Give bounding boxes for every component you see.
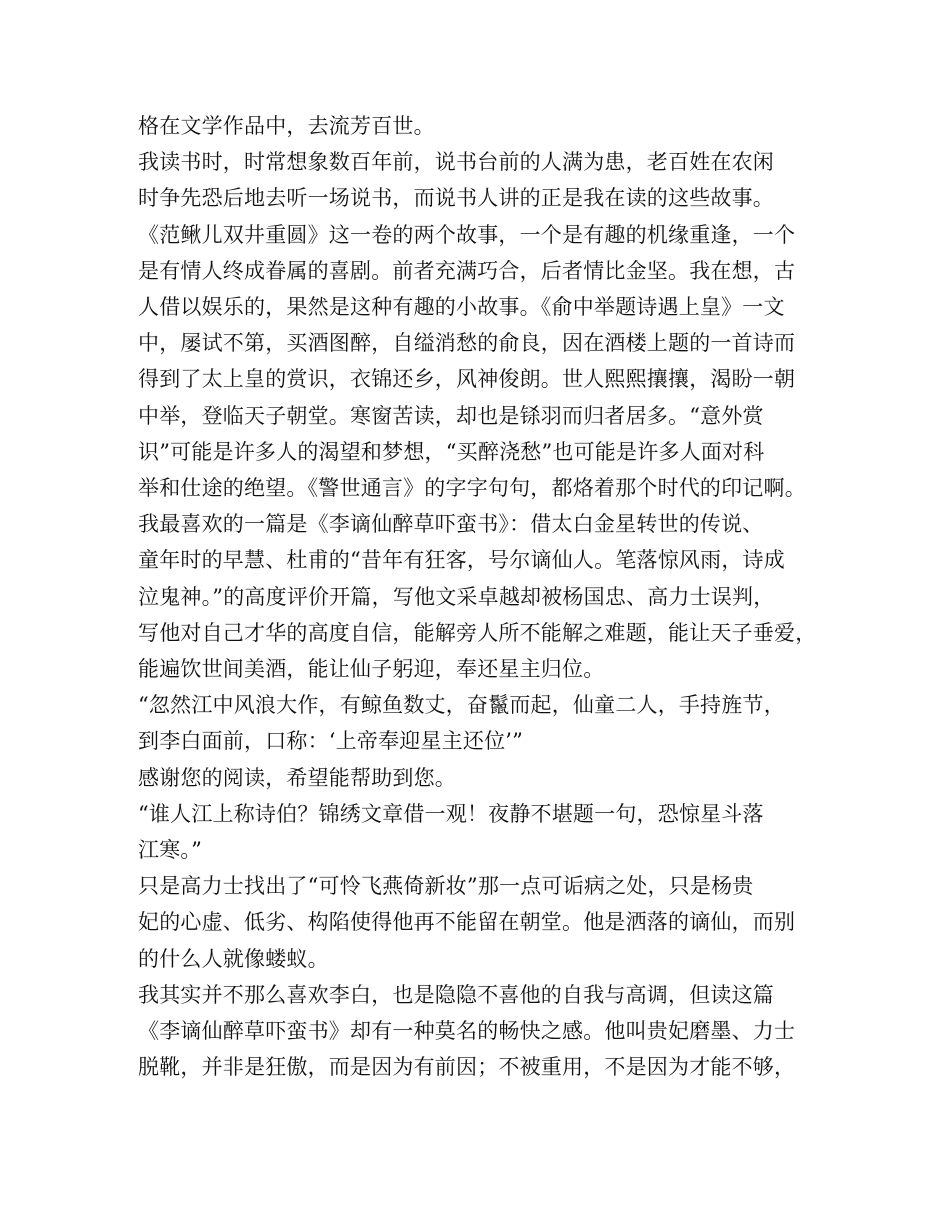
text-line: 识”可能是许多人的渴望和梦想，“买醉浇愁”也可能是许多人面对科: [138, 439, 765, 464]
text-line: 《范鳅儿双井重圆》这一卷的两个故事，一个是有趣的机缘重逢，一个: [138, 222, 796, 247]
text-line: 格在文学作品中，去流芳百世。: [138, 114, 435, 138]
text-line: 的什么人就像蝼蚁。: [138, 946, 329, 971]
text-line: 妃的心虚、低劣、构陷使得他再不能留在朝堂。他是洒落的谪仙，而别: [138, 910, 796, 935]
text-line: 我读书时，时常想象数百年前，说书台前的人满为患，老百姓在农闲: [138, 150, 774, 175]
text-line: 江寒。”: [138, 838, 203, 863]
text-line: “谁人江上称诗伯？锦绣文章借一观！夜静不堪题一句，恐惊星斗落: [138, 801, 764, 826]
text-line: 《李谪仙醉草吓蛮书》却有一种莫名的畅快之感。他叫贵妃磨墨、力士: [138, 1019, 796, 1044]
text-line: 只是高力士找出了“可怜飞燕倚新妆”那一点可诟病之处，只是杨贵: [138, 874, 754, 899]
text-line: 写他对自己才华的高度自信，能解旁人所不能解之难题，能让天子垂爱，: [138, 620, 817, 645]
text-line: 童年时的早慧、杜甫的“昔年有狂客，号尔谪仙人。笔落惊风雨，诗成: [138, 548, 785, 573]
text-line: 我其实并不那么喜欢李白，也是隐隐不喜他的自我与高调，但读这篇: [138, 982, 774, 1007]
text-line: 能遍饮世间美酒，能让仙子躬迎，奉还星主归位。: [138, 657, 605, 682]
text-line: 脱靴，并非是狂傲，而是因为有前因；不被重用，不是因为才能不够，: [138, 1055, 796, 1080]
text-line: 举和仕途的绝望。《警世通言》的字字句句，都烙着那个时代的印记啊。: [138, 476, 806, 501]
document-body: [138, 108, 828, 1085]
text-line: “忽然江中风浪大作，有鲸鱼数丈，奋鬣而起，仙童二人，手持旌节，: [138, 693, 785, 718]
text-line: 是有情人终成眷属的喜剧。前者充满巧合，后者情比金坚。我在想，古: [138, 258, 796, 283]
text-line: 得到了太上皇的赏识，衣锦还乡，风神俊朗。世人熙熙攘攘，渴盼一朝: [138, 367, 796, 392]
text-line: 泣鬼神。”的高度评价开篇，写他文采卓越却被杨国忠、高力士误判，: [138, 584, 775, 609]
text-line: 感谢您的阅读，希望能帮助到您。: [138, 765, 456, 790]
text-line: 人借以娱乐的，果然是这种有趣的小故事。《俞中举题诗遇上皇》一文: [138, 295, 785, 320]
text-line: 我最喜欢的一篇是《李谪仙醉草吓蛮书》：借太白金星转世的传说、: [138, 512, 764, 537]
text-line: 时争先恐后地去听一场说书，而说书人讲的正是我在读的这些故事。: [138, 186, 774, 211]
text-line: 中，屡试不第，买酒图醉，自缢消愁的俞良，因在酒楼上题的一首诗而: [138, 331, 796, 356]
text-line: 到李白面前，口称：‘上帝奉迎星主还位’”: [138, 729, 524, 754]
text-line: 中举，登临天子朝堂。寒窗苦读，却也是铩羽而归者居多。“意外赏: [138, 403, 764, 428]
